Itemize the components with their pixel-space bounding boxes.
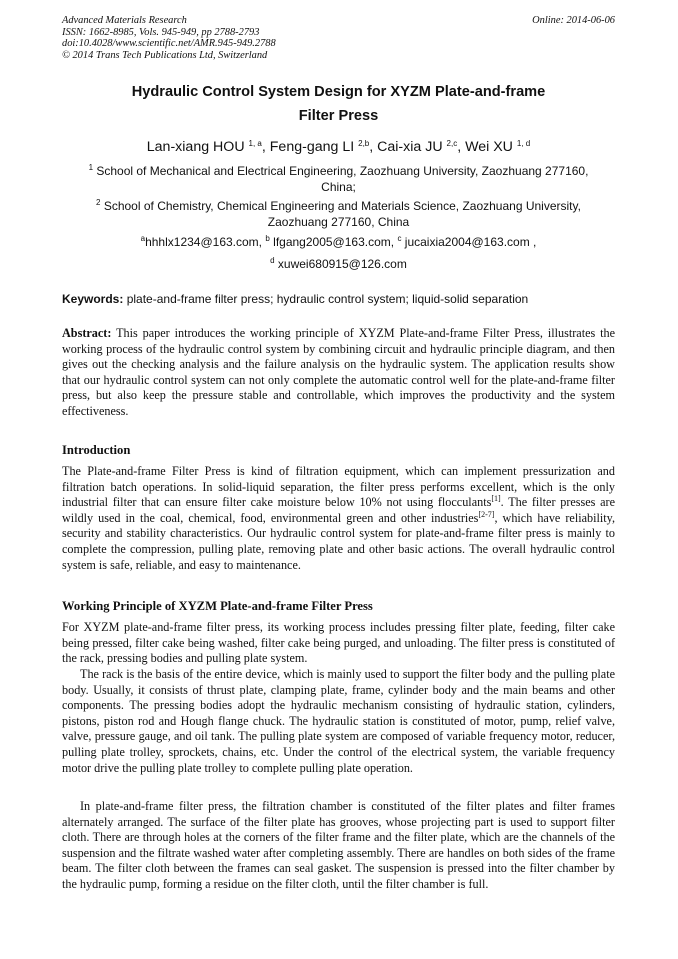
section-heading-working-principle: Working Principle of XYZM Plate-and-frame Filter Press	[62, 599, 373, 613]
citation-1[interactable]: [1]	[491, 494, 501, 504]
author-affiliation-mark: 1, d	[516, 139, 531, 148]
introduction-paragraph	[62, 464, 615, 573]
paper-title	[62, 80, 615, 128]
section-heading-introduction: Introduction	[62, 443, 131, 457]
email-mark: b	[265, 234, 270, 243]
abstract	[62, 326, 615, 420]
intro-text-1: The Plate-and-frame Filter Press is kind of filtration equipment, which can implement pressurization and filtration batch operations. In solid-liquid separation, the filter press performs excellent, which is the only industrial filter that can ensure filter cake moisture below 10% not using flocculants	[62, 464, 615, 510]
keywords-label: Keywords:	[62, 292, 124, 306]
email-a[interactable]: hhhlx1234@163.com,	[145, 235, 263, 249]
email-mark: a	[140, 234, 146, 243]
working-principle-paragraph-2: The rack is the basis of the entire device, which is mainly used to support the filter body and the pulling plate body. Usually, it consists of thrust plate, clamping plate, frame, cylinder body and the main beams and other components. The pressing bodies adopt the hydraulic mechanism consisting of hydraulic station, cylinders, pistons, piston rod and Hough flange chuck. The hydraulic station is constituted of motor, pump, relief valve, valve, pressure gauge, and oil tank. The pulling plate system are composed of variable frequency motor, reducer, pulling plate trolley, sprockets, chains, etc. Under the control of the electrical system, the variable frequency motor drive the pulling plate trolley to complete pulling plate operation.	[62, 667, 615, 775]
author-name: Wei XU	[465, 139, 513, 155]
author-affiliation-mark: 1, a	[248, 139, 262, 148]
keywords	[62, 292, 615, 307]
affiliation-1	[72, 164, 605, 195]
citation-2-7[interactable]: [2-7]	[478, 509, 495, 519]
working-principle-paragraph-3: In plate-and-frame filter press, the filtration chamber is constituted of the filter plates and filter frames alternately arranged. The surface of the filter plate has grooves, whose projecting part is used to support filter cloth. There are through holes at the corners of the filter frame and the filter plate, which are the channels of the suspension and the filtrate washed water after completing assembly. There are handles on both sides of the frame beam. The filter cloth between the frames can seal gasket. The suspension is pressed into the filter chamber by the hydraulic pump, forming a residue on the filter cloth, until the filter chamber is full.	[62, 799, 615, 891]
journal-header	[62, 15, 615, 61]
abstract-text: This paper introduces the working principle of XYZM Plate-and-frame Filter Press, illustrates the working process of the hydraulic control system by combining circuit and hydraulic principle diagram, and then gives out the checking analysis and the failure analysis on the hydraulic system. The application results show that our hydraulic control system can not only complete the automatic control well for the plate-and-frame filter press, but also keep the pressure stable and controllable, which improves the productivity and the system effectiveness.	[62, 326, 616, 418]
author-affiliation-mark: 2,b	[358, 139, 370, 148]
title-line-1: Hydraulic Control System Design for XYZM Plate-and-frame	[131, 84, 546, 100]
intro-text-3: , which have reliability, security and stability characteristics. Our hydraulic control system for plate-and-frame filter press is mainly to complete the compression, pulling plate, removing plate and other basic actions. The overall hydraulic control system is safe, reliable, and easy to maintenance.	[62, 510, 615, 572]
author-name: Cai-xia JU	[377, 139, 443, 155]
email-mark: c	[397, 234, 402, 243]
affiliation-2	[72, 199, 605, 230]
author-name: Lan-xiang HOU	[146, 139, 245, 155]
copyright: © 2014 Trans Tech Publications Ltd, Switzerland	[62, 49, 268, 61]
email-line-2	[62, 257, 615, 272]
email-c[interactable]: jucaixia2004@163.com ,	[404, 235, 537, 249]
author-name: Feng-gang LI	[269, 139, 355, 155]
email-mark: d	[270, 256, 275, 265]
keywords-text: plate-and-frame filter press; hydraulic control system; liquid-solid separation	[126, 292, 529, 306]
online-date: Online: 2014-06-06	[532, 15, 615, 26]
affiliation-mark: 1	[88, 163, 94, 172]
abstract-label: Abstract:	[62, 326, 112, 340]
email-d[interactable]: xuwei680915@126.com	[277, 257, 407, 271]
author-list: Lan-xiang HOU $^{1, a}$, Feng-gang LI $^{2,b}$, Cai-xia JU $^{2,c}$, Wei XU $^{1, d}$	[146, 139, 531, 155]
author-affiliation-mark: 2,c	[446, 139, 458, 148]
doi[interactable]: doi:10.4028/www.scientific.net/AMR.945-949.2788	[62, 38, 276, 50]
affiliation-text: School of Mechanical and Electrical Engineering, Zaozhuang University, Zaozhuang 277160, China;	[96, 164, 589, 194]
journal-name: Advanced Materials Research	[62, 15, 187, 26]
affiliation-mark: 2	[96, 198, 101, 207]
email-line-1	[62, 235, 615, 250]
affiliation-text: School of Chemistry, Chemical Engineering and Materials Science, Zaozhuang University, Zaozhuang 277160, China	[103, 199, 581, 229]
title-line-2: Filter Press	[298, 108, 379, 124]
email-b[interactable]: lfgang2005@163.com,	[273, 235, 395, 249]
intro-text-2: . The filter presses are wildly used in the coal, chemical, food, environmental green and other industries	[62, 495, 616, 525]
working-principle-paragraph-1: For XYZM plate-and-frame filter press, its working process includes pressing filter plate, feeding, filter cake being pressed, filter cake being washed, filter cake being purged, and unloading. The filter press is constituted of the rack, pressing bodies and pulling plate system.	[62, 620, 615, 666]
issn: ISSN: 1662-8985, Vols. 945-949, pp 2788-2793	[62, 26, 260, 38]
